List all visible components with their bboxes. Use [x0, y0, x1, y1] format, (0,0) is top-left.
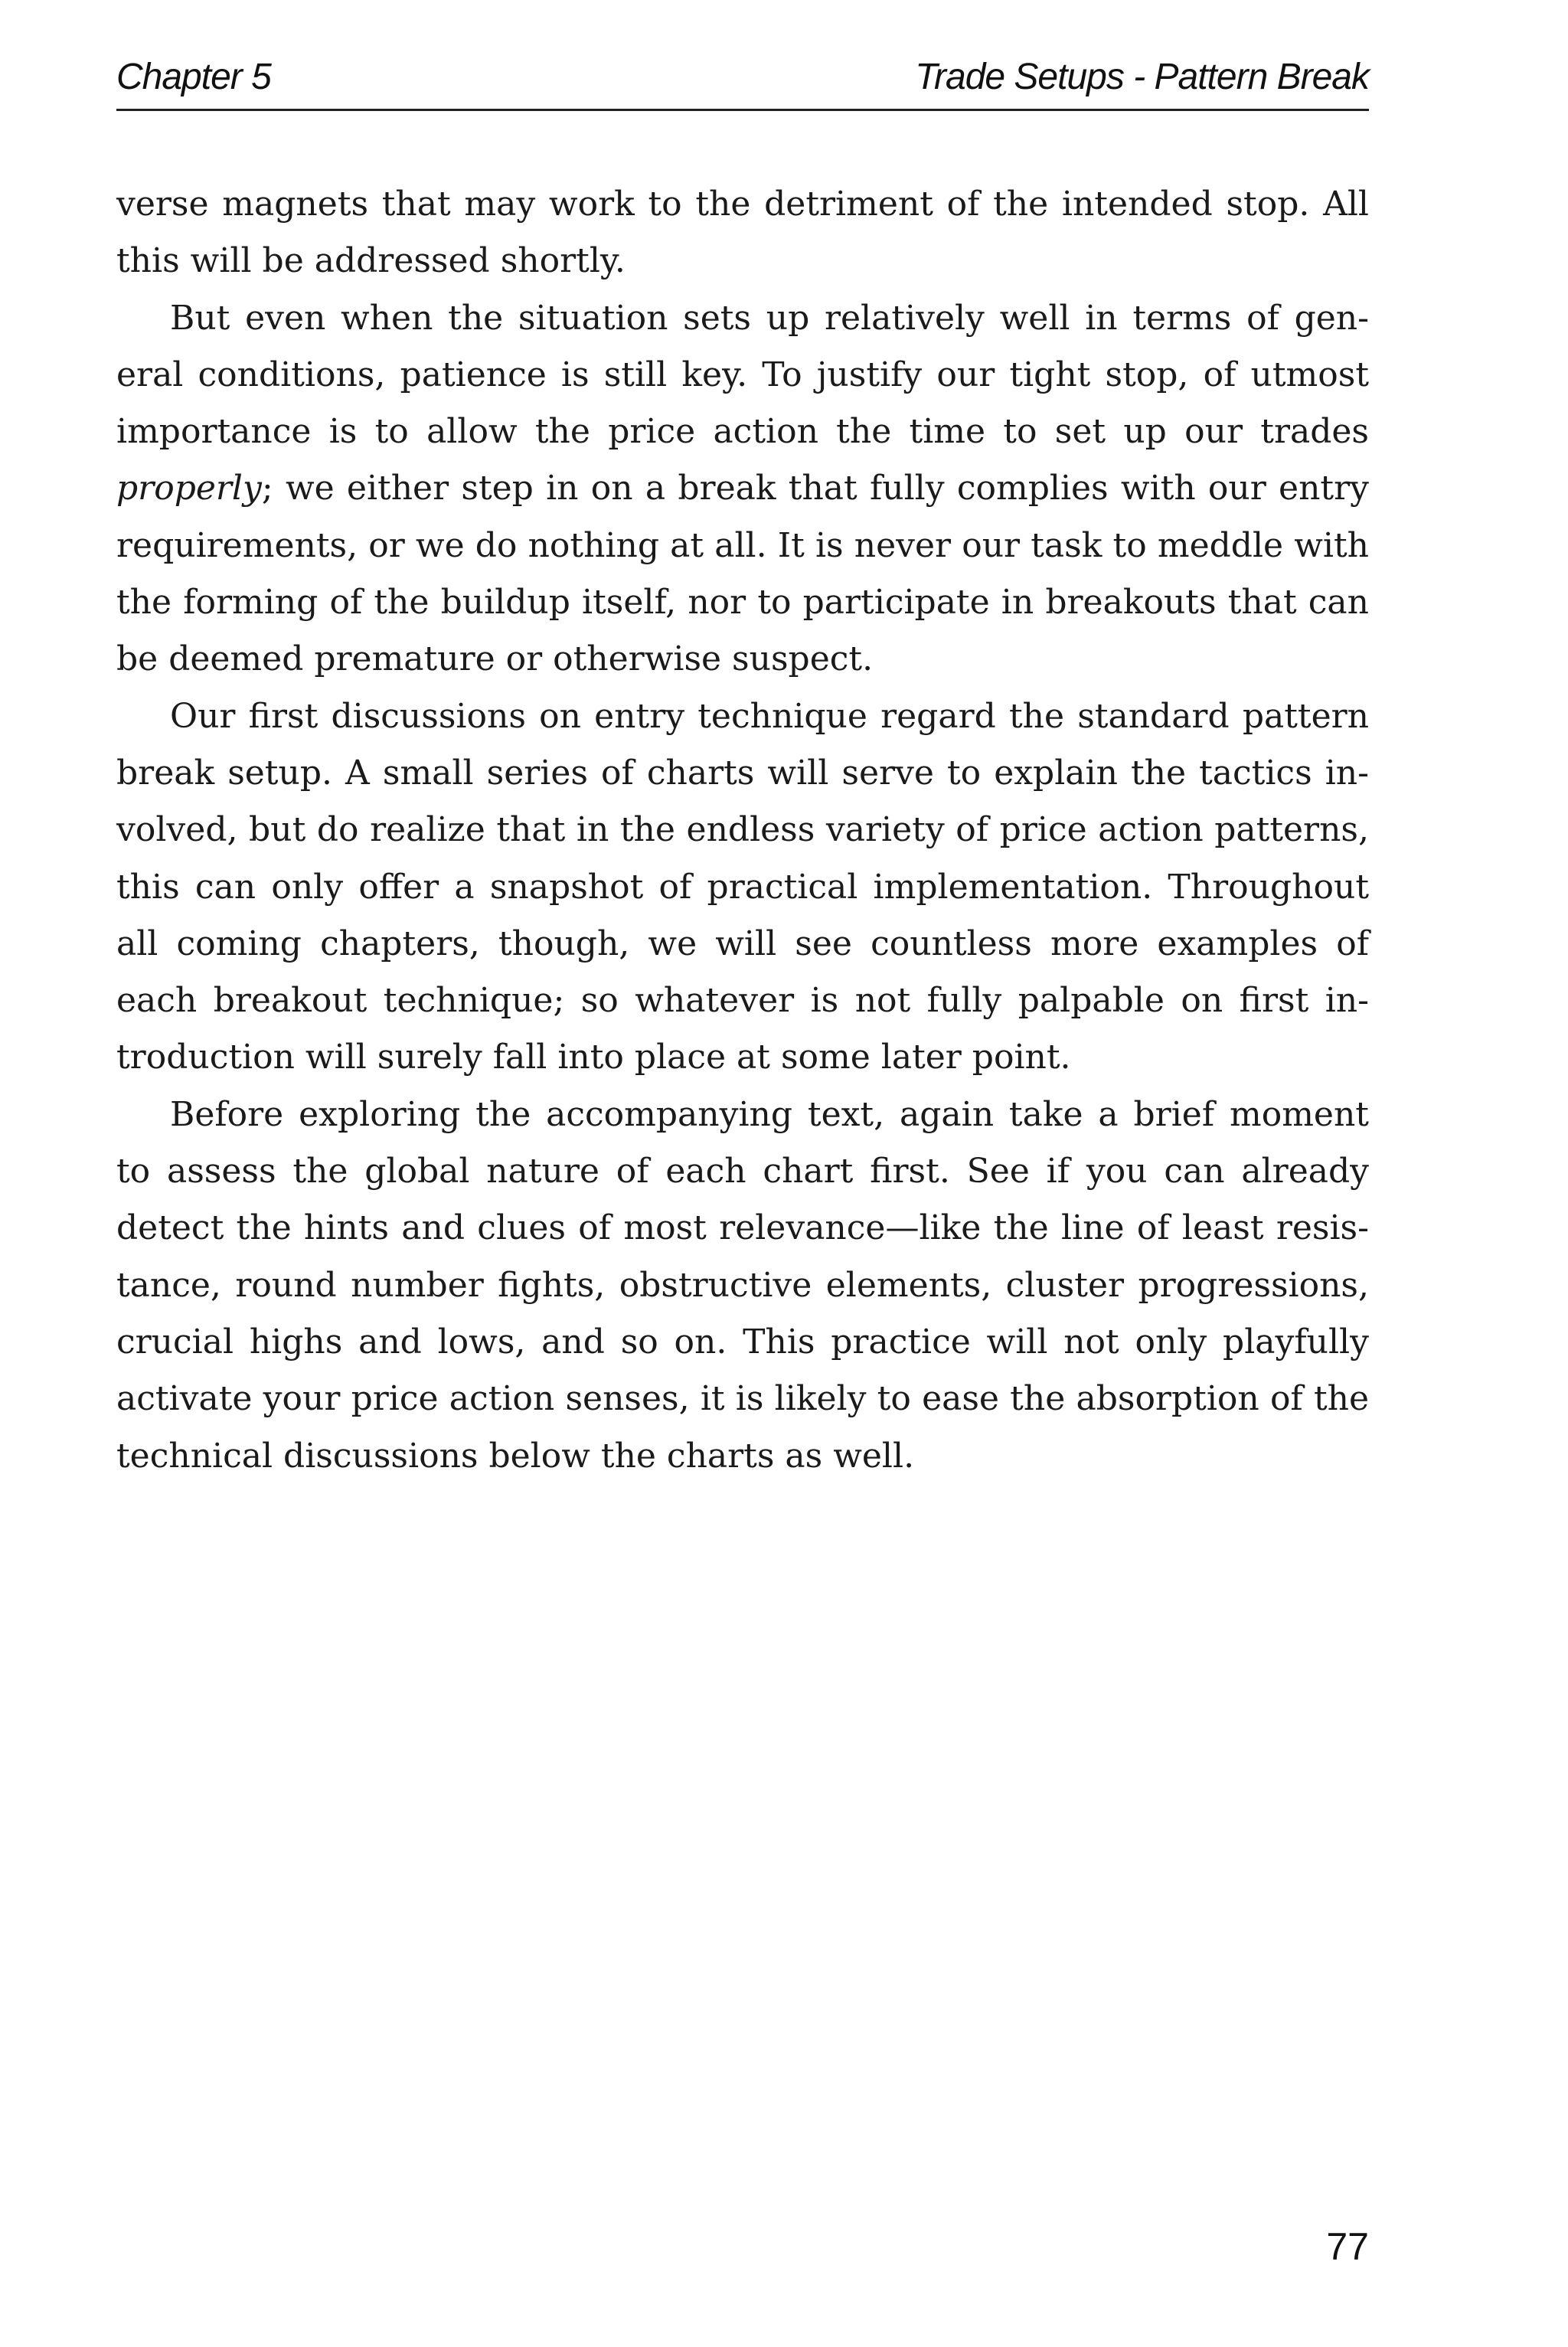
paragraph-1: verse magnets that may work to the detriment of the intended stop. All this will be addressed shortly.	[116, 185, 1369, 281]
section-title: Trade Setups - Pattern Break	[915, 57, 1369, 97]
paragraph-4: Before exploring the accompanying text, again take a brief moment to assess the global nature of each chart first. See if you can already detect the hints and clues of most relevance—like the line of least resistance, round number fights, obstructive elements, cluster progressions, crucial highs and lows, and so on. This practice will not only playfully activate your price action senses, it is likely to ease the absorption of the technical discussions below the charts as well.	[116, 1094, 1369, 1476]
emphasis-properly: properly	[116, 469, 262, 508]
paragraph-2	[116, 290, 1369, 688]
paragraph-2-after: ; we either step in on a break that fully complies with our entry requirements, or we do nothing at all. It is never our task to meddle with the forming of the buildup itself, nor to participate in breakouts that can be deemed premature or otherwise suspect.	[116, 469, 1369, 679]
running-header	[116, 44, 1369, 111]
paragraph-3: Our first discussions on entry technique regard the standard pattern break setup. A small series of charts will serve to explain the tactics involved, but do realize that in the endless variety of price action patterns, this can only offer a snapshot of practical implementation. Throughout all coming chapters, though, we will see countless more examples of each breakout technique; so whatever is not fully palpable on first introduction will surely fall into place at some later point.	[116, 696, 1369, 1077]
body-text	[116, 176, 1369, 1485]
paragraph-2-before: But even when the situation sets up relatively well in terms of general conditions, patience is still key. To justify our tight stop, of utmost importance is to allow the price action the time to set up our trades	[116, 298, 1369, 452]
page-number: 77	[1326, 2225, 1369, 2268]
chapter-label: Chapter 5	[116, 57, 271, 97]
